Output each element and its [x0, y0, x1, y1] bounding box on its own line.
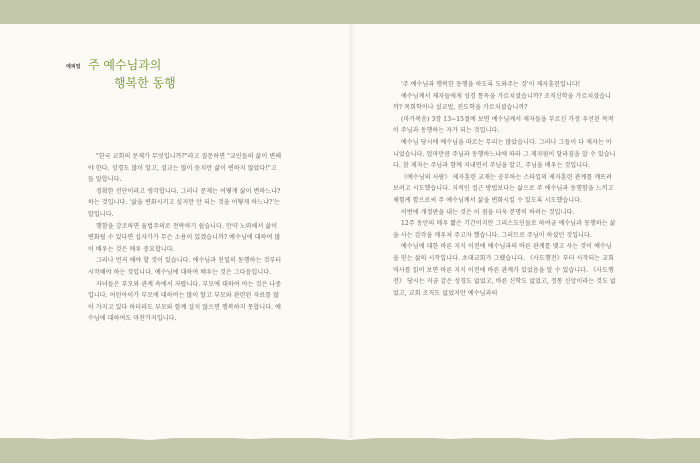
left-column — [88, 151, 282, 325]
paragraph: (마가복음) 3장 13~15절에 보면 예수님께서 제자들을 부르신 가장 우선된 목적이 주님과 동행하는 자가 되는 것입니다. — [393, 115, 614, 135]
paragraph: 예수님에 대한 바른 지식 이전에 예수님과의 바른 관계를 맺고 사는 것이 예수님을 믿는 삶의 시작입니다. 초대교회가 그랬습니다. 《사도행전》부터 시작되는 교회 역사를 읽어 보면 바른 지식 이전에 바른 관계가 있었음을 알 수 있습니다. 《사도행전》 당시는 지금 같은 성경도 없었고, 바른 신학도 없었고, 정통 신앙이라는 것도 없었고, 교회 조직도 없었지만 예수님과의 — [393, 243, 616, 297]
paragraph: "한국 교회의 문제가 무엇입니까?"라고 질문하면 "교인들의 삶이 변해야 한다. 성경도 많이 알고, 설교는 많이 듣지만 삶이 변하지 않았다!"고들 말합니다. — [88, 153, 282, 184]
paragraph: 《예수님의 사람》 제자훈련 교재는 공부하는 스타일의 제자훈련 관계를 깨뜨려 보려고 시도했습니다. 지적인 접근 방법보다는 삶으로 주 예수님과 동행함을 느끼고 체험케 함으로써 주 예수님께서 삶을 변화시킬 수 있도록 시도했습니다. — [393, 173, 614, 204]
paragraph: 예수님께서 제자들에게 성경 통독을 가르치셨습니까? 조직신학을 가르치셨습니까? 목회학이나 설교법, 전도학을 가르치셨습니까? — [393, 92, 611, 112]
page-gutter — [348, 24, 354, 438]
right-column — [393, 79, 616, 299]
paragraph: 자녀들은 부모와 관계 속에서 자랍니다. 부모에 대하여 아는 것은 나중입니다. 어린아이가 부모에 대하여는 많이 알고 부모와 관련된 자료를 많이 가지고 있다 하더라도 부모와 함께 살지 않으면 행복하지 못합니다. 예수님에 대하여도 마찬가지입니다. — [88, 280, 282, 323]
paragraph: 예수님 당시에 예수님을 따르는 무리는 많았습니다. 그러나 그들이 다 제자는 아니었습니다. 얼마만큼 주님과 동행하느냐에 따라 그 제자됨이 달라짐을 알 수 있습니다. 참 제자는 주님과 함께 지내면서 주님을 알고, 주님을 배우는 것입니다. — [393, 138, 616, 170]
paragraph: '주 예수님과 행복한 동행을 하도록 도와주는 것'이 제자훈련입니다! — [401, 81, 581, 88]
page-title — [88, 56, 328, 92]
title-line-1: 주 예수님과의 — [88, 58, 162, 72]
title-line-2: 행복한 동행 — [114, 76, 176, 90]
paragraph: 정확한 진단이라고 생각합니다. 그러나 문제는 어떻게 삶이 변하느냐? 하는 것입니다. '삶을 변화시키고 싶지만 안 되는 것을 어떻게 하느냐?'는 말입니다. — [88, 187, 281, 218]
section-label: 에피얼 — [66, 64, 81, 70]
paragraph: 12주 동안의 매우 짧은 기간이지만 그리스도인들로 하여금 예수님과 동행하는 삶을 사는 감각을 깨우쳐 주고자 했습니다. 그러므로 주님이 하셨던 것입니다. — [393, 220, 616, 239]
paragraph: 행함을 강조하면 율법주의로 전락하기 쉽습니다. 만약 노력해서 삶이 변화될 수 있다면 십자가가 무슨 소용이 있겠습니까? 예수님에 대하여 많이 배우는 것은 매우 중요합니다. — [88, 222, 281, 253]
paragraph: 이번에 개정판을 내는 것은 이 점을 더욱 분명히 하려는 것입니다. — [401, 208, 575, 216]
paragraph: 그러나 먼저 해야 할 것이 있습니다. 예수님과 친밀히 동행하는 것부터 시작해야 하는 것입니다. 예수님에 대하여 배우는 것은 그다음입니다. — [88, 257, 282, 276]
